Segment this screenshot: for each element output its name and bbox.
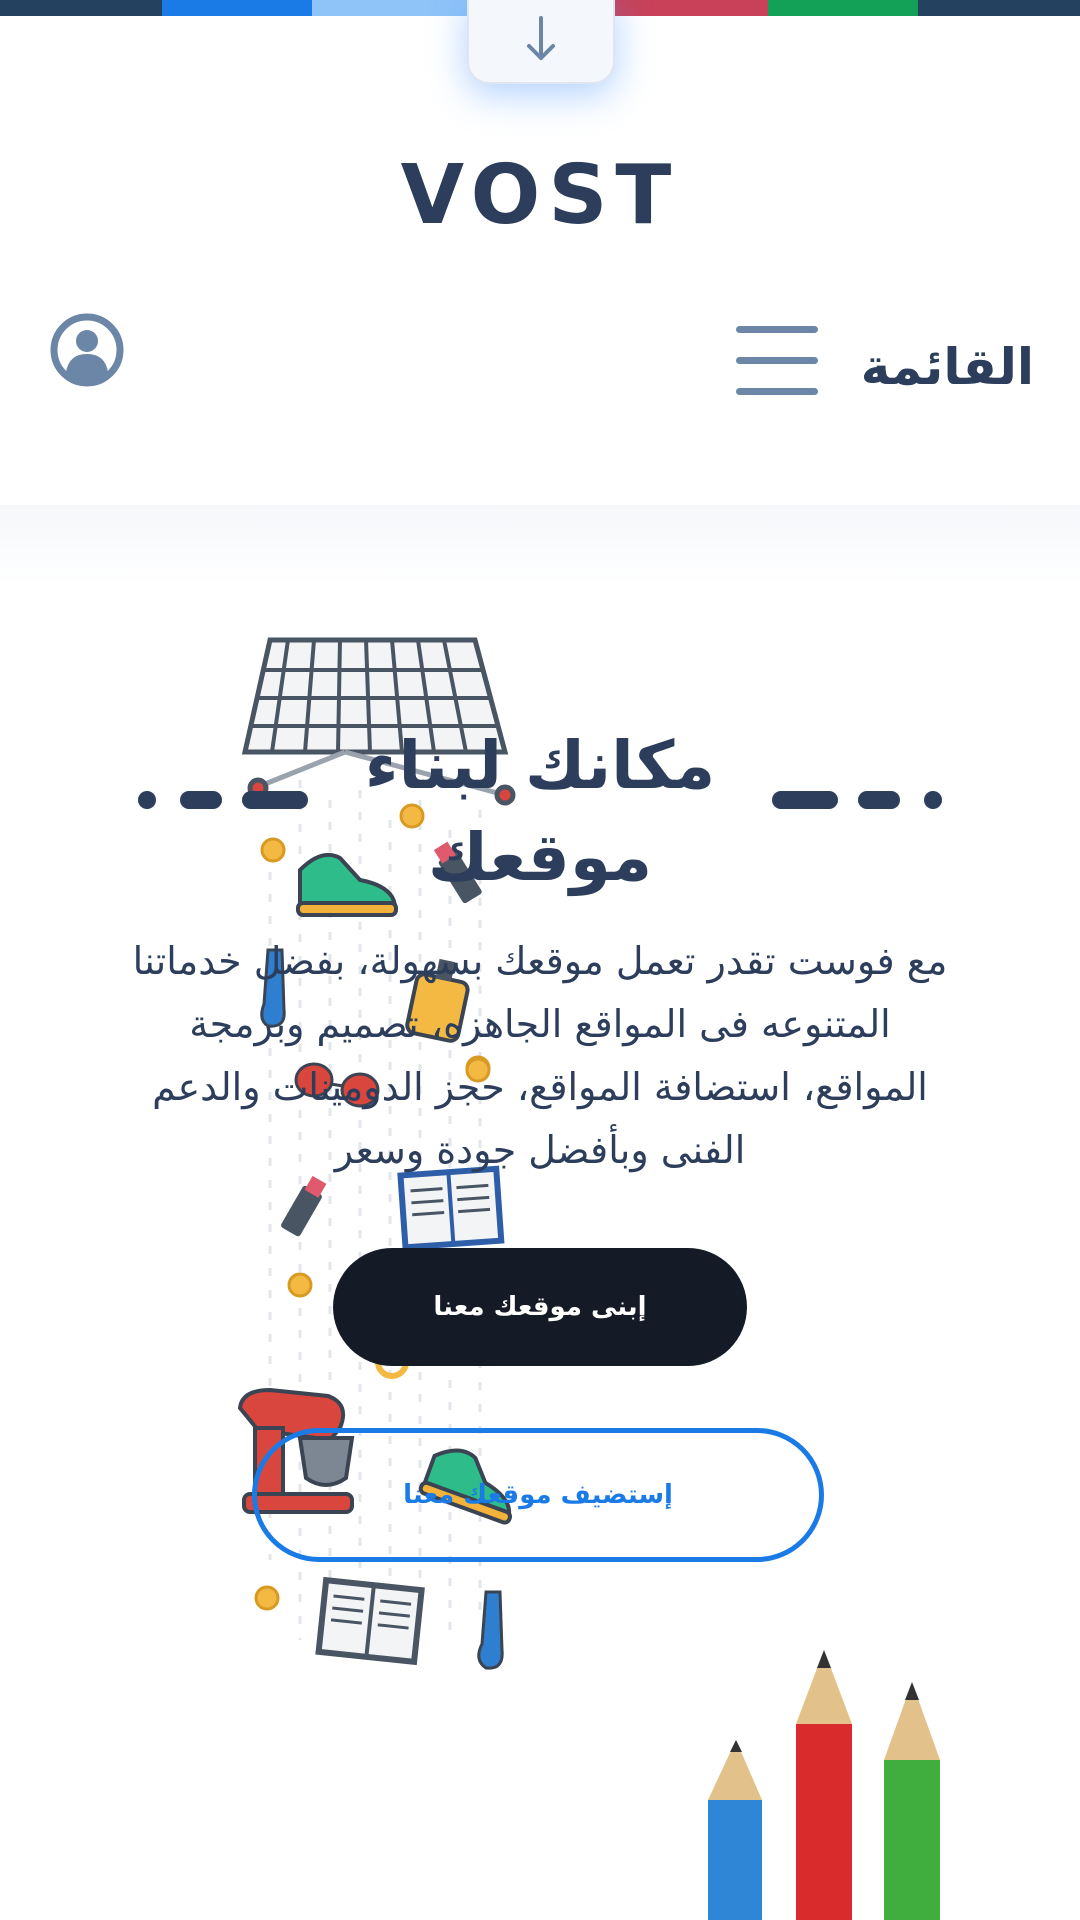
build-site-button[interactable]: إبنى موقعك معنا — [333, 1248, 747, 1366]
host-site-button[interactable]: إستضيف موقعك معنا — [252, 1428, 824, 1562]
hero-title — [0, 720, 1080, 904]
hero-title-line: مكانك لبناء — [364, 727, 716, 804]
title-dashes-left — [138, 791, 308, 809]
brand-logo[interactable]: VOST — [400, 148, 680, 243]
hero-title-line: موقعك — [427, 819, 653, 896]
title-dashes-right — [772, 791, 942, 809]
menu-label[interactable]: القائمة — [860, 338, 1034, 396]
hero-description: مع فوست تقدر تعمل موقعك بسهولة، بفضل خدماتنا المتنوعه فى المواقع الجاهزه، تصميم وبرمجة المواقع، استضافة المواقع، حجز الدومينات والدعم الفنى وبأفضل جودة وسعر — [132, 939, 948, 1172]
pencils-illustration — [708, 1650, 940, 1920]
